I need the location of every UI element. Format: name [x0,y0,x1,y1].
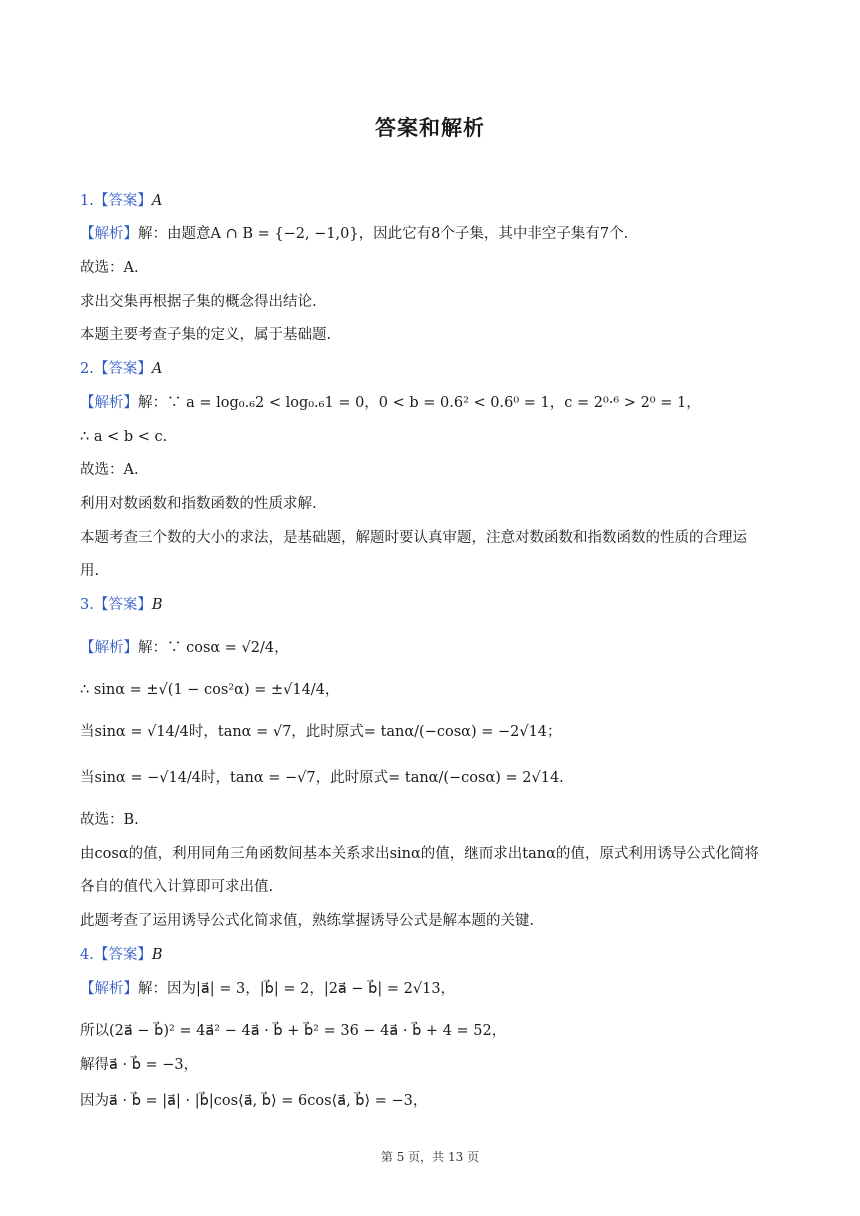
line-text: 解得a⃗ · b⃗ = −3， [80,1057,199,1073]
line-text: A [151,361,163,377]
line-text: 本题考查三个数的大小的求法，是基础题，解题时要认真审题，注意对数函数和指数函数的性质的合理运 [80,530,747,546]
line-text: 故选：B. [80,812,139,828]
text-line [80,224,780,244]
line-text: ∴ a < b < c. [80,429,168,445]
answer-label: 2.【答案】 [80,361,152,377]
line-text: 此题考查了运用诱导公式化简求值，熟练掌握诱导公式是解本题的关键. [80,913,535,929]
line-text: 当sinα = −√14/4时，tanα = −√7，此时原式= tanα/(−cosα) = 2√14. [80,770,564,786]
analysis-label: 【解析】 [80,640,138,656]
text-line [80,561,780,581]
line-text: 解：∵ cosα = √2/4， [138,640,289,656]
text-line [80,768,780,788]
text-line [80,722,780,742]
text-line [80,258,780,278]
analysis-label: 【解析】 [80,981,138,997]
text-line [80,191,780,211]
line-text: 因为a⃗ · b⃗ = |a⃗| · |b⃗|cos⟨a⃗, b⃗⟩ = 6cos⟨a⃗, b⃗⟩ = −3， [80,1093,428,1109]
line-text: ∴ sinα = ±√(1 − cos²α) = ±√14/4， [80,682,340,698]
page-title: 答案和解析 [375,116,485,140]
text-line [80,945,780,965]
answer-label: 4.【答案】 [80,947,152,963]
text-line [80,494,780,514]
line-text: 解：由题意A ∩ B = {−2, −1,0}，因此它有8个子集，其中非空子集有7个. [138,226,629,242]
text-line [80,595,780,615]
line-text: 由cosα的值，利用同角三角函数间基本关系求出sinα的值，继而求出tanα的值，原式利用诱导公式化简将 [80,846,759,862]
text-line [80,528,780,548]
text-line [80,979,780,999]
line-text: B [151,597,163,613]
page-footer: 第 5 页，共 13 页 [380,1150,480,1164]
text-line [80,325,780,345]
line-text: 当sinα = √14/4时，tanα = √7，此时原式= tanα/(−cosα) = −2√14； [80,724,562,740]
text-line [80,1091,780,1111]
text-line [80,359,780,379]
analysis-label: 【解析】 [80,395,138,411]
line-text: 故选：A. [80,260,139,276]
text-line [80,1021,780,1041]
line-text: 用. [80,563,100,579]
text-line [80,911,780,931]
answer-label: 1.【答案】 [80,193,152,209]
text-line [80,680,780,700]
text-line [80,460,780,480]
text-line [80,393,780,413]
text-line [80,877,780,897]
line-text: 利用对数函数和指数函数的性质求解. [80,496,317,512]
line-text: 解：因为|a⃗| = 3，|b⃗| = 2，|2a⃗ − b⃗| = 2√13， [138,981,456,997]
text-line [80,844,780,864]
line-text: 各自的值代入计算即可求出值. [80,879,274,895]
line-text: 本题主要考查子集的定义，属于基础题. [80,327,332,343]
text-line [80,427,780,447]
line-text: 解：∵ a = log₀.₆2 < log₀.₆1 = 0，0 < b = 0.6² < 0.6⁰ = 1，c = 2⁰·⁶ > 2⁰ = 1， [138,395,701,411]
text-line [80,292,780,312]
line-text: B [151,947,163,963]
line-text: 求出交集再根据子集的概念得出结论. [80,294,317,310]
answer-label: 3.【答案】 [80,597,152,613]
line-text: 故选：A. [80,462,139,478]
text-line [80,810,780,830]
analysis-label: 【解析】 [80,226,138,242]
text-line [80,1055,780,1075]
line-text: A [151,193,163,209]
line-text: 所以(2a⃗ − b⃗)² = 4a⃗² − 4a⃗ · b⃗ + b⃗² = 36 − 4a⃗ · b⃗ + 4 = 52， [80,1023,507,1039]
text-line [80,638,780,658]
